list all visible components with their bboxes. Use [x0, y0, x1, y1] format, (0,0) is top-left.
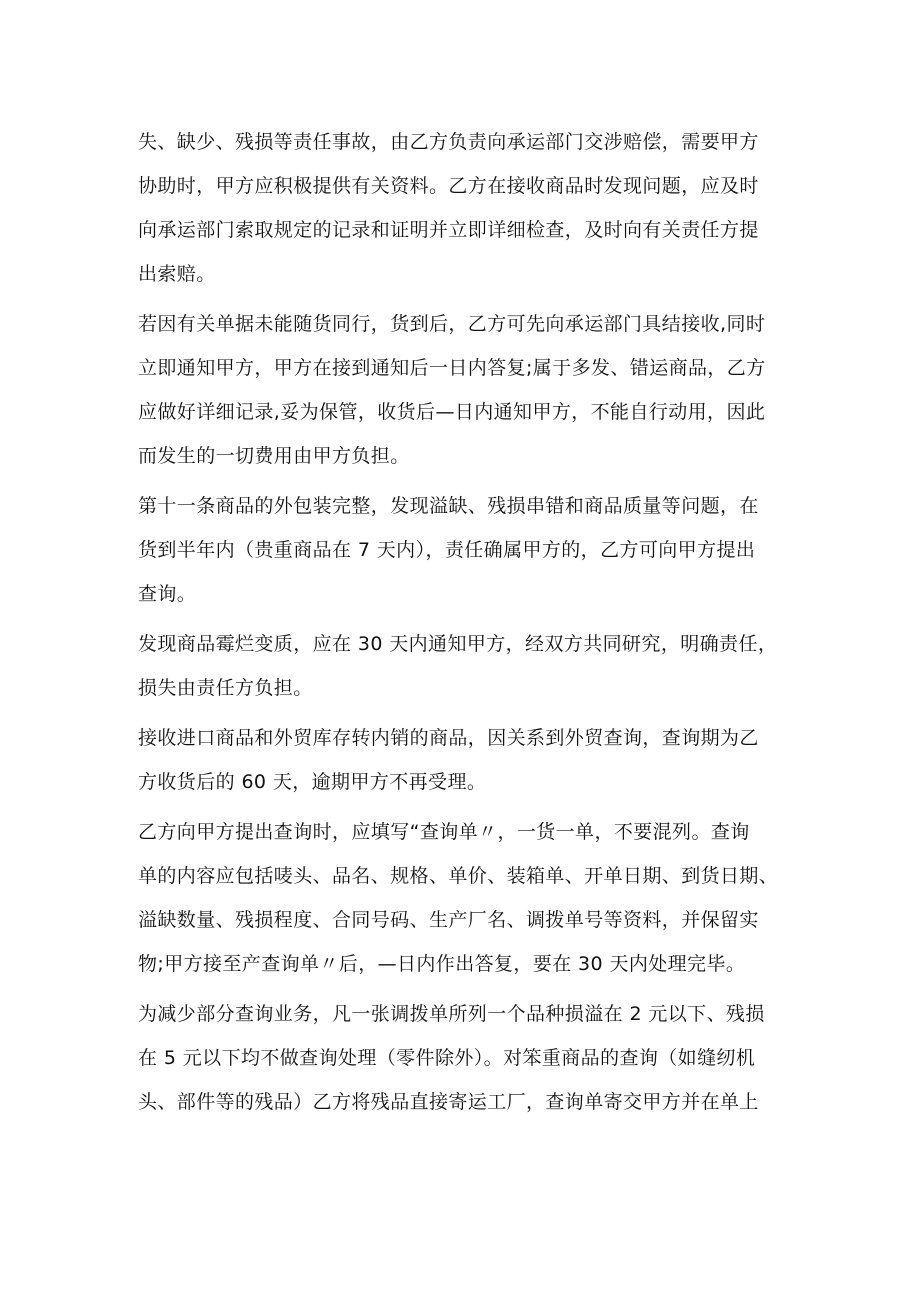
paragraph-1: [138, 120, 788, 296]
text-line: 接收进口商品和外贸库存转内销的商品，因关系到外贸查询，查询期为乙: [138, 727, 759, 749]
text-line: 协助时，甲方应积极提供有关资料。乙方在接收商品时发现问题，应及时: [138, 175, 759, 197]
text-line: 单的内容应包括唛头、品名、规格、单价、装箱单、开单日期、到货日期、: [138, 865, 779, 887]
text-line: 在 5 元以下均不做查询处理（零件除外）。对笨重商品的查询（如缝纫机: [138, 1047, 756, 1069]
text-line: 出索赔。: [138, 263, 216, 285]
paragraph-4: [138, 622, 788, 710]
text-line: 失、缺少、残损等责任事故，由乙方负责向承运部门交涉赔偿，需要甲方: [138, 131, 759, 153]
text-line: 物;甲方接至产查询单〃后，—日内作出答复，要在 30 天内处理完毕。: [138, 953, 746, 975]
text-line: 方收货后的 60 天，逾期甲方不再受理。: [138, 771, 487, 793]
text-line: 而发生的一切费用由甲方负担。: [138, 445, 410, 467]
text-line: 应做好详细记录,妥为保管，收货后—日内通知甲方，不能自行动用，因此: [138, 401, 766, 423]
text-line: 若因有关单据未能随货同行，货到后，乙方可先向承运部门具结接收,同时: [138, 313, 766, 335]
text-line: 损失由责任方负担。: [138, 677, 313, 699]
paragraph-2: [138, 302, 788, 478]
text-line: 发现商品霉烂变质，应在 30 天内通知甲方，经双方共同研究，明确责任，: [138, 633, 778, 655]
document-body: [138, 120, 788, 1130]
text-line: 为减少部分查询业务，凡一张调拨单所列一个品种损溢在 2 元以下、残损: [138, 1003, 765, 1025]
text-line: 货到半年内（贵重商品在 7 天内），责任确属甲方的，乙方可向甲方提出: [138, 539, 756, 561]
paragraph-5: [138, 716, 788, 804]
text-line: 查询。: [138, 583, 197, 605]
paragraph-3: [138, 484, 788, 616]
paragraph-6: [138, 810, 788, 986]
paragraph-7: [138, 992, 788, 1124]
text-line: 立即通知甲方，甲方在接到通知后一日内答复;属于多发、错运商品，乙方: [138, 357, 766, 379]
text-line: 向承运部门索取规定的记录和证明并立即详细检查，及时向有关责任方提: [138, 219, 759, 241]
text-line: 第十一条商品的外包装完整，发现溢缺、残损串错和商品质量等问题，在: [138, 495, 759, 517]
text-line: 头、部件等的残品）乙方将残品直接寄运工厂，查询单寄交甲方并在单上: [138, 1091, 759, 1113]
text-line: 溢缺数量、残损程度、合同号码、生产厂名、调拨单号等资料，并保留实: [138, 909, 759, 931]
text-line: 乙方向甲方提出查询时，应填写“查询单〃，一货一单，不要混列。查询: [138, 821, 750, 843]
